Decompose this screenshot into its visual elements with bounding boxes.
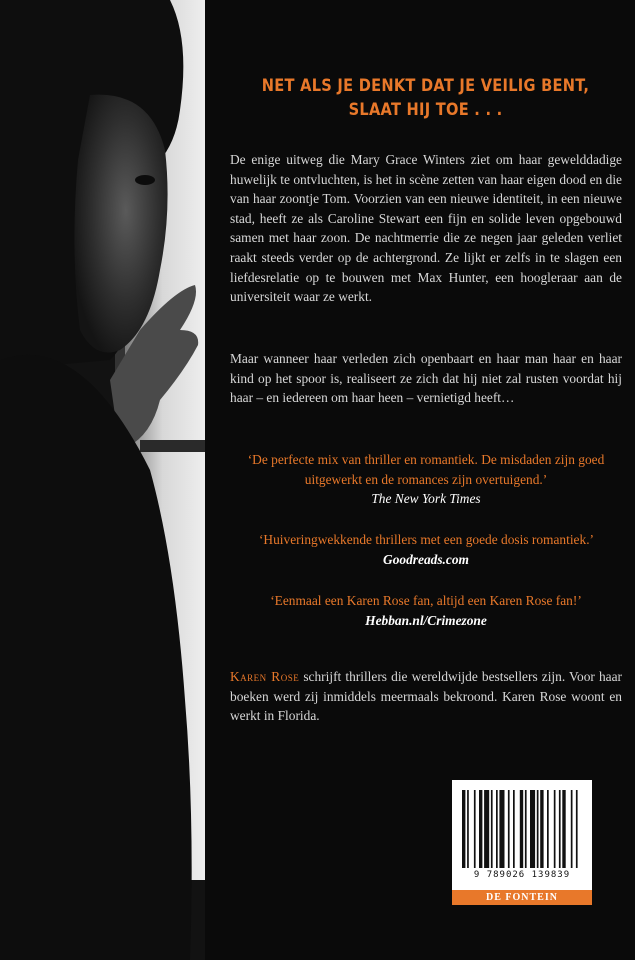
barcode-bar bbox=[520, 790, 523, 868]
barcode-bars bbox=[452, 780, 592, 872]
barcode-bar bbox=[474, 790, 476, 868]
quote-source: Goodreads.com bbox=[383, 551, 469, 567]
barcode-bar bbox=[491, 790, 493, 868]
barcode-bar bbox=[479, 790, 482, 868]
barcode-bar bbox=[467, 790, 469, 868]
cover-photo-illustration bbox=[0, 0, 205, 960]
headline-line-2: SLAAT HIJ TOE . . . bbox=[348, 100, 503, 120]
quote-text: ‘Eenmaal een Karen Rose fan, altijd een Karen Rose fan!’ bbox=[270, 593, 582, 608]
barcode-bar bbox=[571, 790, 573, 868]
author-bio-text: schrijft thrillers die wereldwijde bestsellers zijn. Voor haar boeken werd zij inmiddels meermaals bekroond. Karen Rose woont en werkt in Florida. bbox=[230, 669, 623, 724]
headline-line-1: NET ALS JE DENKT DAT JE VEILIG BENT, bbox=[261, 76, 590, 96]
quote-text: ‘Huiveringwekkende thrillers met een goede dosis romantiek.’ bbox=[258, 532, 594, 547]
barcode-bar bbox=[484, 790, 489, 868]
blurb-paragraph-2: Maar wanneer haar verleden zich openbaart en haar man haar en haar kind op het spoor is, realiseert ze zich dat hij niet zal rusten voordat hij haar – en iedereen om haar heen – vernietigd heeft… bbox=[230, 351, 622, 406]
cover-photo-woman-at-window bbox=[0, 0, 205, 960]
review-quote-2 bbox=[230, 530, 622, 569]
author-bio bbox=[230, 667, 622, 726]
blurb-paragraph-1: De enige uitweg die Mary Grace Winters ziet om haar gewelddadige huwelijk te ontvluchten, is het in scène zetten van haar eigen dood en die van haar zoontje Tom. Voorzien van een nieuwe identiteit, in een nieuwe stad, heeft ze als Caroline Stewart een fijn en solide leven opgebouwd samen met haar zoon. De nachtmerrie die ze negen jaar geleden verliet raakt steeds verder op de achtergrond. Ze lijkt er zelfs in te slagen een liefdesrelatie op te bouwen met Max Hunter, een hoogleraar aan de universiteit waar ze werkt. bbox=[230, 152, 622, 305]
isbn-barcode bbox=[452, 780, 592, 890]
barcode-bar bbox=[496, 790, 498, 868]
barcode-bar bbox=[562, 790, 565, 868]
barcode-bar bbox=[462, 790, 465, 868]
quote-source: Hebban.nl/Crimezone bbox=[365, 612, 487, 628]
barcode-bar bbox=[547, 790, 549, 868]
review-quote-1 bbox=[230, 450, 622, 509]
publisher-label: DE FONTEIN bbox=[452, 890, 592, 905]
barcode-bar bbox=[499, 790, 504, 868]
quote-source: The New York Times bbox=[371, 491, 481, 507]
headline bbox=[256, 74, 596, 122]
barcode-bar bbox=[508, 790, 510, 868]
isbn-digits: 9 789026 139839 bbox=[473, 870, 571, 880]
review-quote-3 bbox=[230, 591, 622, 630]
barcode-bar bbox=[554, 790, 556, 868]
barcode-bar bbox=[525, 790, 527, 868]
barcode-bar bbox=[513, 790, 515, 868]
barcode-bar bbox=[576, 790, 578, 868]
quote-text: ‘De perfecte mix van thriller en romantiek. De misdaden zijn goed uitgewerkt en de romances zijn overtuigend.’ bbox=[247, 452, 605, 487]
barcode-bar bbox=[537, 790, 539, 868]
barcode-bar bbox=[559, 790, 561, 868]
barcode-bar bbox=[540, 790, 543, 868]
barcode-bar bbox=[530, 790, 535, 868]
author-name: Karen Rose bbox=[230, 669, 300, 684]
